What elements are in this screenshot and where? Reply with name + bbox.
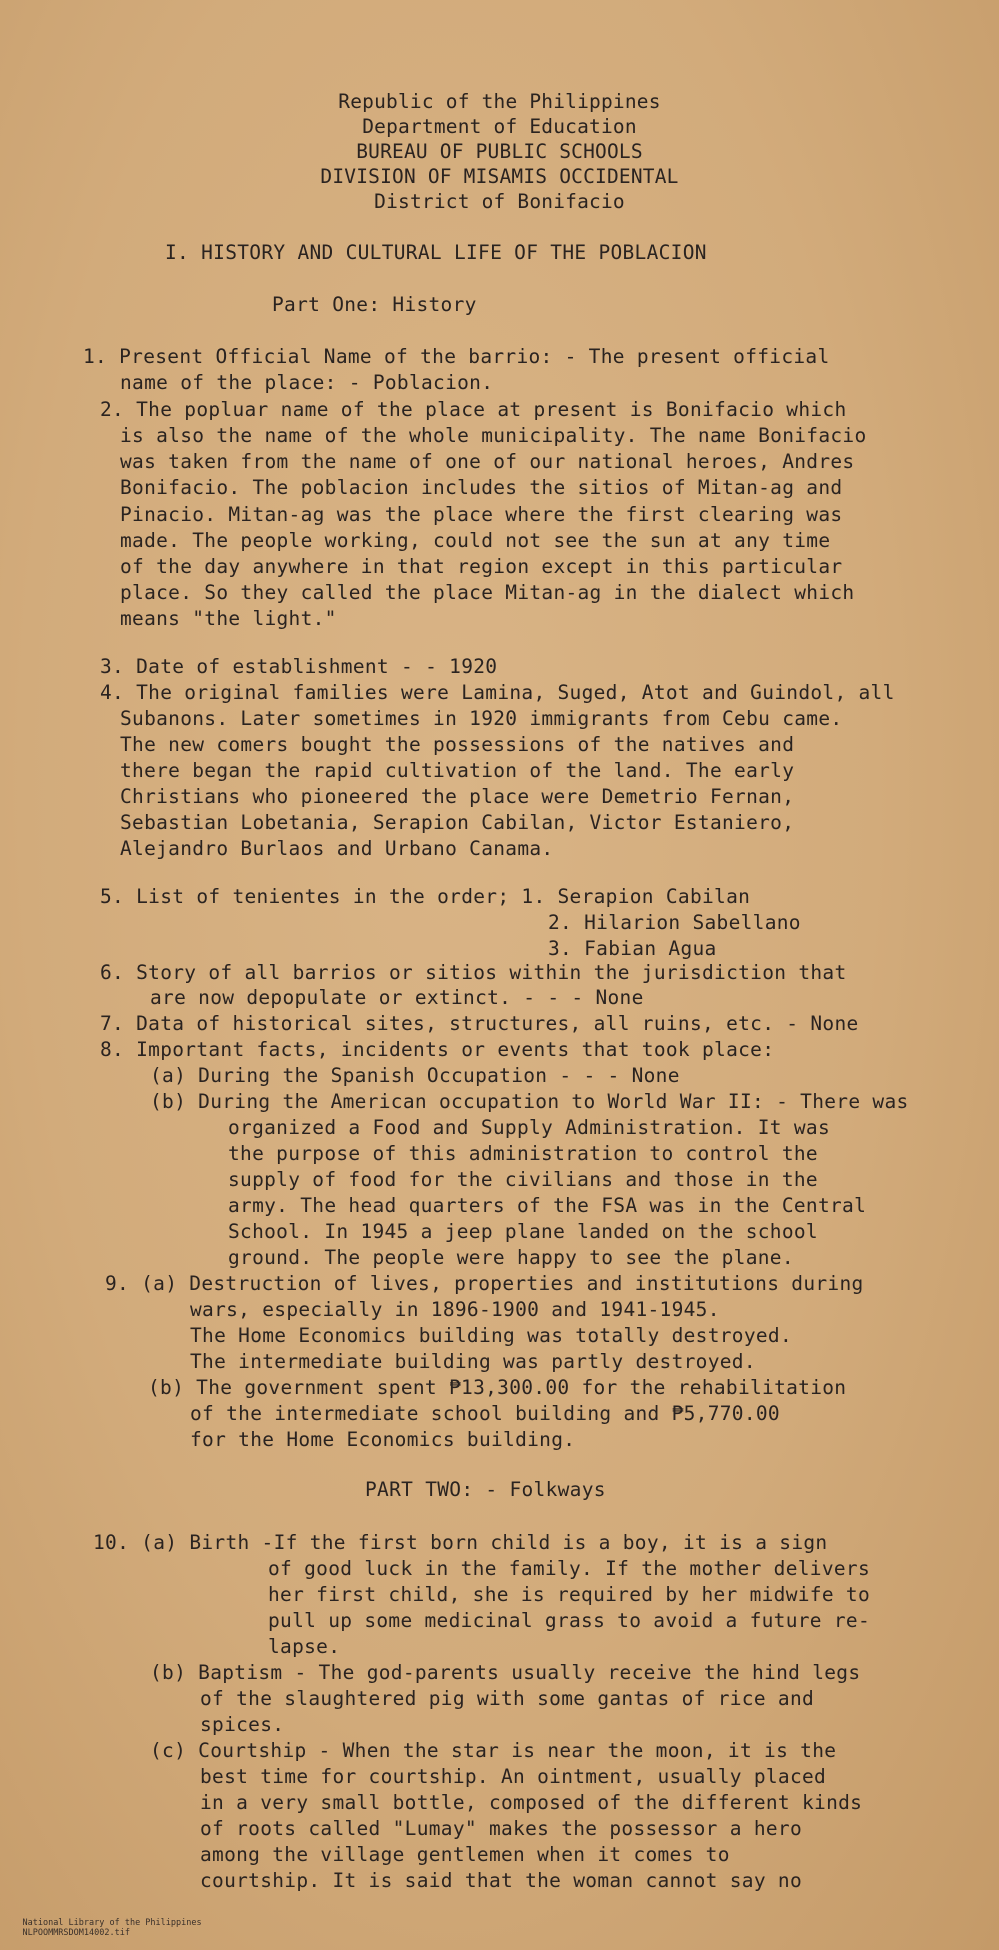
- text-line: 10. (a) Birth -If the first born child is a boy, it is a sign: [93, 1531, 828, 1554]
- text-line: of good luck in the family. If the mother delivers: [268, 1557, 870, 1580]
- file-id: NLPOOMMRSDOM14002.tif: [22, 1928, 130, 1938]
- text-line: supply of food for the civilians and those in the: [228, 1168, 818, 1191]
- text-line: there began the rapid cultivation of the land. The early: [120, 759, 795, 782]
- section-heading: PART TWO: - Folkways: [365, 1478, 606, 1501]
- text-line: The new comers bought the possessions of the natives and: [120, 733, 795, 756]
- text-line: 7. Data of historical sites, structures, all ruins, etc. - None: [100, 1012, 859, 1035]
- text-line: School. In 1945 a jeep plane landed on the school: [228, 1220, 818, 1243]
- letterhead-line: Department of Education: [362, 115, 637, 138]
- text-line: (b) The government spent ₱13,300.00 for the rehabilitation: [148, 1376, 847, 1399]
- text-line: (c) Courtship - When the star is near the moon, it is the: [150, 1739, 837, 1762]
- letterhead-line: BUREAU OF PUBLIC SCHOOLS: [356, 140, 643, 163]
- text-line: are now depopulate or extinct. - - - None: [150, 986, 644, 1009]
- text-line: army. The head quarters of the FSA was in the Central: [228, 1194, 867, 1217]
- text-line: ground. The people were happy to see the plane.: [228, 1246, 794, 1269]
- section-heading: Part One: History: [272, 293, 477, 316]
- letterhead-line: DIVISION OF MISAMIS OCCIDENTAL: [320, 165, 679, 188]
- text-line: 6. Story of all barrios or sitios within the jurisdiction that: [100, 961, 847, 984]
- text-line: The Home Economics building was totally destroyed.: [190, 1324, 792, 1347]
- text-line: 9. (a) Destruction of lives, properties and institutions during: [105, 1272, 864, 1295]
- text-line: 3. Fabian Agua: [548, 937, 717, 960]
- text-line: place. So they called the place Mitan-ag in the dialect which: [120, 581, 855, 604]
- text-line: Pinacio. Mitan-ag was the place where the first clearing was: [120, 503, 843, 526]
- text-line: for the Home Economics building.: [190, 1428, 576, 1451]
- letterhead-line: Republic of the Philippines: [338, 90, 661, 113]
- text-line: Alejandro Burlaos and Urbano Canama.: [120, 837, 554, 860]
- scan-footer: [2, 1908, 242, 1948]
- text-line: The intermediate building was partly destroyed.: [190, 1350, 756, 1373]
- text-line: Bonifacio. The poblacion includes the sitios of Mitan-ag and: [120, 476, 843, 499]
- text-line: among the village gentlemen when it comes to: [200, 1843, 730, 1866]
- text-line: (b) Baptism - The god-parents usually receive the hind legs: [150, 1661, 861, 1684]
- text-line: 8. Important facts, incidents or events that took place:: [100, 1038, 775, 1061]
- text-line: made. The people working, could not see the sun at any time: [120, 529, 831, 552]
- text-line: wars, especially in 1896-1900 and 1941-1945.: [190, 1298, 720, 1321]
- text-line: of the intermediate school building and ₱5,770.00: [190, 1402, 780, 1425]
- library-credit: National Library of the Philippines: [22, 1918, 202, 1928]
- text-line: is also the name of the whole municipality. The name Bonifacio: [120, 424, 867, 447]
- text-line: 4. The original families were Lamina, Suged, Atot and Guindol, all: [100, 681, 895, 704]
- text-line: name of the place: - Poblacion.: [120, 371, 494, 394]
- text-line: in a very small bottle, composed of the different kinds: [200, 1791, 863, 1814]
- text-line: organized a Food and Supply Administration. It was: [228, 1116, 830, 1139]
- text-line: her first child, she is required by her midwife to: [268, 1583, 870, 1606]
- text-line: (a) During the Spanish Occupation - - - None: [150, 1064, 680, 1087]
- text-line: (b) During the American occupation to World War II: - There was: [150, 1090, 909, 1113]
- text-line: spices.: [200, 1713, 285, 1736]
- text-line: lapse.: [268, 1635, 341, 1658]
- text-line: 2. The popluar name of the place at present is Bonifacio which: [100, 398, 847, 421]
- text-line: of the slaughtered pig with some gantas of rice and: [200, 1687, 815, 1710]
- text-line: of roots called "Lumay" makes the possessor a hero: [200, 1817, 802, 1840]
- text-line: Sebastian Lobetania, Serapion Cabilan, Victor Estaniero,: [120, 811, 795, 834]
- letterhead-line: District of Bonifacio: [374, 190, 625, 213]
- text-line: 1. Present Official Name of the barrio: - The present official: [83, 345, 830, 368]
- text-line: the purpose of this administration to control the: [228, 1142, 818, 1165]
- text-line: Christians who pioneered the place were Demetrio Fernan,: [120, 785, 795, 808]
- text-line: 5. List of tenientes in the order; 1. Serapion Cabilan: [100, 885, 751, 908]
- text-line: 3. Date of establishment - - 1920: [100, 655, 498, 678]
- text-line: of the day anywhere in that region except in this particular: [120, 555, 843, 578]
- text-line: means "the light.": [120, 607, 337, 630]
- document-title: I. HISTORY AND CULTURAL LIFE OF THE POBLACION: [165, 241, 707, 264]
- text-line: courtship. It is said that the woman cannot say no: [200, 1869, 802, 1892]
- text-line: 2. Hilarion Sabellano: [548, 911, 801, 934]
- text-line: pull up some medicinal grass to avoid a future re-: [268, 1609, 870, 1632]
- text-line: was taken from the name of one of our national heroes, Andres: [120, 450, 855, 473]
- text-line: best time for courtship. An ointment, usually placed: [200, 1765, 827, 1788]
- text-line: Subanons. Later sometimes in 1920 immigrants from Cebu came.: [120, 707, 843, 730]
- letterhead: [0, 89, 999, 214]
